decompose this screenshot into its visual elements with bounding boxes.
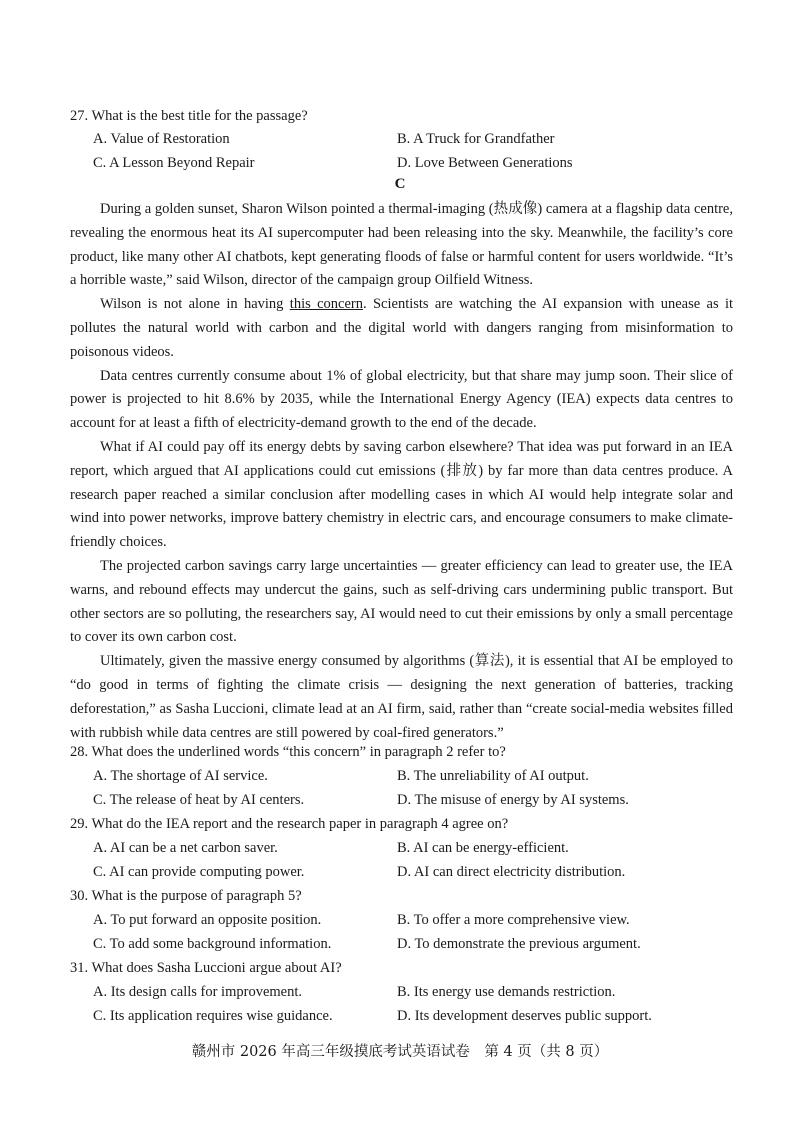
question-28: 28. What does the underlined words “this concern” in paragraph 2 refer to? bbox=[70, 744, 506, 760]
page-footer: 赣州市 2026 年高三年级摸底考试英语试卷 第 4 页（共 8 页） bbox=[191, 1044, 609, 1060]
paragraph-2-start: Wilson is not alone in having bbox=[100, 296, 290, 313]
q27-option-c: C. A Lesson Beyond Repair bbox=[93, 155, 255, 171]
q30-option-a: A. To put forward an opposite position. bbox=[93, 912, 322, 928]
q31-option-b: B. Its energy use demands restriction. bbox=[397, 984, 616, 1000]
q28-option-b: B. The unreliability of AI output. bbox=[397, 768, 589, 784]
q31-option-a: A. Its design calls for improvement. bbox=[93, 984, 302, 1000]
passage-c bbox=[70, 198, 733, 745]
q29-option-c: C. AI can provide computing power. bbox=[93, 864, 305, 880]
paragraph-2 bbox=[70, 293, 733, 364]
question-31: 31. What does Sasha Luccioni argue about AI? bbox=[70, 960, 342, 976]
q31-option-c: C. Its application requires wise guidance. bbox=[93, 1008, 333, 1024]
q31-option-d: D. Its development deserves public support. bbox=[397, 1008, 652, 1024]
q28-option-d: D. The misuse of energy by AI systems. bbox=[397, 792, 629, 808]
q27-option-d: D. Love Between Generations bbox=[397, 155, 573, 171]
paragraph-1: During a golden sunset, Sharon Wilson pointed a thermal-imaging (热成像) camera at a flagship data centre, revealing the enormous heat its AI supercomputer had been releasing into the sky. Meanwhile, the facility’s core product, like many other AI chatbots, kept generating floods of false or harmful content for users worldwide. “It’s a horrible waste,” said Wilson, director of the campaign group Oilfield Witness. bbox=[70, 201, 733, 289]
q27-option-a: A. Value of Restoration bbox=[93, 131, 230, 147]
q30-option-c: C. To add some background information. bbox=[93, 936, 332, 952]
q27-option-b: B. A Truck for Grandfather bbox=[397, 131, 555, 147]
q29-option-b: B. AI can be energy-efficient. bbox=[397, 840, 569, 856]
q28-option-c: C. The release of heat by AI centers. bbox=[93, 792, 305, 808]
paragraph-5: The projected carbon savings carry large uncertainties — greater efficiency can lead to greater use, the IEA warns, and rebound effects may undercut the gains, such as self-driving cars undermining public transport. But other sectors are so polluting, the researchers say, AI would need to cut their emissions by only a small percentage to cover its own carbon cost. bbox=[70, 557, 733, 646]
paragraph-4: What if AI could pay off its energy debts by saving carbon elsewhere? That idea was put forward in an IEA report, which argued that AI applications could cut emissions (排放) by far more than data centres produce. A research paper reached a similar conclusion after modelling cases in which AI would help integrate solar and wind into power networks, improve battery chemistry in electric cars, and encourage consumers to make climate-friendly choices. bbox=[70, 438, 733, 551]
question-30: 30. What is the purpose of paragraph 5? bbox=[70, 888, 302, 904]
q29-option-a: A. AI can be a net carbon saver. bbox=[93, 840, 278, 856]
underlined-phrase: this concern bbox=[289, 296, 363, 313]
q28-option-a: A. The shortage of AI service. bbox=[93, 768, 268, 784]
q30-option-d: D. To demonstrate the previous argument. bbox=[397, 936, 641, 952]
paragraph-2-end: . Scientists are watching the AI expansion with unease as it pollutes the natural world with carbon and the digital world with dangers ranging from misinformation to poisonous videos. bbox=[70, 296, 733, 360]
question-29: 29. What do the IEA report and the research paper in paragraph 4 agree on? bbox=[70, 816, 509, 832]
q29-option-d: D. AI can direct electricity distribution. bbox=[397, 864, 626, 880]
q30-option-b: B. To offer a more comprehensive view. bbox=[397, 912, 630, 928]
question-27: 27. What is the best title for the passage? bbox=[70, 108, 308, 124]
paragraph-6: Ultimately, given the massive energy consumed by algorithms (算法), it is essential that AI be employed to “do good in terms of fighting the climate crisis — designing the next generation of batteries, tracking deforestation,” as Sasha Luccioni, climate lead at an AI firm, said, rather than “create social-media websites filled with rubbish while data centres are still powered by coal-fired generators.” bbox=[70, 653, 733, 741]
section-label: C bbox=[394, 176, 406, 192]
paragraph-3: Data centres currently consume about 1% of global electricity, but that share may jump soon. Their slice of power is projected to hit 8.6% by 2035, while the International Energy Agency (IEA) expects data centres to account for at least a fifth of electricity-demand growth to the end of the decade. bbox=[70, 367, 733, 432]
